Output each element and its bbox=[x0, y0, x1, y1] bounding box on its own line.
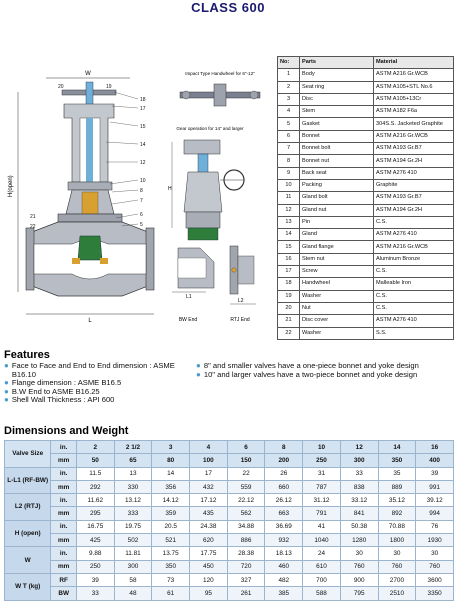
dimension-value: 838 bbox=[340, 480, 378, 493]
dimension-value: 17.12 bbox=[190, 494, 228, 507]
part-number-label: 7 bbox=[140, 198, 143, 204]
dimension-value: 892 bbox=[378, 507, 416, 520]
dimension-value: 620 bbox=[190, 534, 228, 547]
dimension-value: 33 bbox=[76, 587, 114, 600]
part-material: ASTM A105+13Cr bbox=[374, 93, 454, 105]
part-material: ASTM A276 410 bbox=[374, 315, 454, 327]
dimension-value: 841 bbox=[340, 507, 378, 520]
part-number: 18 bbox=[278, 278, 300, 290]
part-number: 1 bbox=[278, 69, 300, 81]
dimension-unit: mm bbox=[51, 454, 77, 467]
dimension-value: 250 bbox=[76, 560, 114, 573]
dimension-unit: RF bbox=[51, 573, 77, 586]
dimension-value: 13 bbox=[114, 467, 152, 480]
dimension-value: 17 bbox=[190, 467, 228, 480]
dimension-value: 20.5 bbox=[152, 520, 190, 533]
dimension-value: 12 bbox=[340, 441, 378, 454]
valve-drawing bbox=[2, 22, 274, 337]
part-number: 7 bbox=[278, 143, 300, 155]
parts-row bbox=[278, 327, 454, 339]
dimension-unit: mm bbox=[51, 480, 77, 493]
part-number: 15 bbox=[278, 241, 300, 253]
dimension-value: 30 bbox=[378, 547, 416, 560]
dimension-value: 30 bbox=[340, 547, 378, 560]
parts-row bbox=[278, 81, 454, 93]
gear-note: Gear operation for 14" and larger bbox=[176, 126, 244, 131]
page-title: CLASS 600 bbox=[191, 0, 265, 15]
dimension-value: 432 bbox=[190, 480, 228, 493]
dimension-value: 760 bbox=[378, 560, 416, 573]
bullet-icon: ● bbox=[4, 386, 9, 396]
dimension-value: 24 bbox=[303, 547, 341, 560]
dimension-value: 4 bbox=[190, 441, 228, 454]
dimension-value: 900 bbox=[340, 573, 378, 586]
dimension-value: 33.12 bbox=[340, 494, 378, 507]
part-name: Screw bbox=[300, 266, 374, 278]
dimension-value: 50.38 bbox=[340, 520, 378, 533]
dimension-unit: BW bbox=[51, 587, 77, 600]
parts-row bbox=[278, 69, 454, 81]
dimension-value: 1280 bbox=[340, 534, 378, 547]
dimension-value: 333 bbox=[114, 507, 152, 520]
dimension-value: 760 bbox=[416, 560, 454, 573]
part-number: 20 bbox=[278, 302, 300, 314]
parts-row bbox=[278, 253, 454, 265]
dimension-value: 80 bbox=[152, 454, 190, 467]
rtj-end-label: RTJ End bbox=[230, 317, 250, 323]
dim-label-h: H(open) bbox=[8, 175, 14, 197]
dimension-value: 400 bbox=[416, 454, 454, 467]
features-right-column bbox=[196, 362, 444, 405]
part-number: 5 bbox=[278, 118, 300, 130]
dimension-value: 11.81 bbox=[114, 547, 152, 560]
dimensions-row bbox=[5, 494, 454, 507]
dimension-value: 700 bbox=[303, 573, 341, 586]
dimension-value: 610 bbox=[303, 560, 341, 573]
part-number: 16 bbox=[278, 253, 300, 265]
dimension-value: 22 bbox=[227, 467, 265, 480]
parts-row bbox=[278, 143, 454, 155]
part-material: ASTM A193 Gr.B7 bbox=[374, 143, 454, 155]
part-number-label: 8 bbox=[140, 188, 143, 194]
part-material: 304S.S. Jacketed Graphite bbox=[374, 118, 454, 130]
bullet-icon: ● bbox=[4, 361, 9, 370]
bullet-icon: ● bbox=[4, 378, 9, 388]
dimension-value: 31 bbox=[303, 467, 341, 480]
part-number: 9 bbox=[278, 167, 300, 179]
parts-table-header bbox=[278, 57, 454, 69]
dimension-value: 359 bbox=[152, 507, 190, 520]
dim-label-h-small: H bbox=[168, 186, 172, 192]
part-number-label: 18 bbox=[140, 97, 146, 103]
dimension-value: 11.62 bbox=[76, 494, 114, 507]
part-name: Washer bbox=[300, 290, 374, 302]
part-number-label: 10 bbox=[140, 178, 146, 184]
part-name: Gland bbox=[300, 229, 374, 241]
dimension-value: 350 bbox=[152, 560, 190, 573]
dimension-unit: in. bbox=[51, 441, 77, 454]
part-number-label: 20 bbox=[58, 84, 64, 90]
parts-row bbox=[278, 192, 454, 204]
part-number: 22 bbox=[278, 327, 300, 339]
part-name: Packing bbox=[300, 179, 374, 191]
dimensions-row bbox=[5, 507, 454, 520]
dimension-value: 58 bbox=[114, 573, 152, 586]
dimension-value: 663 bbox=[265, 507, 303, 520]
part-number: 19 bbox=[278, 290, 300, 302]
dimensions-row bbox=[5, 587, 454, 600]
dimension-value: 39 bbox=[416, 467, 454, 480]
dim-label-l: L bbox=[88, 318, 92, 324]
dimension-value: 61 bbox=[152, 587, 190, 600]
dimension-value: 36.69 bbox=[265, 520, 303, 533]
dimension-value: 9.88 bbox=[76, 547, 114, 560]
dimension-value: 13.75 bbox=[152, 547, 190, 560]
valve-cross-section bbox=[8, 71, 154, 324]
part-material: ASTM A216 Gr.WCB bbox=[374, 69, 454, 81]
dimensions-row bbox=[5, 520, 454, 533]
dimension-value: 41 bbox=[303, 520, 341, 533]
dimension-unit: mm bbox=[51, 534, 77, 547]
part-material: C.S. bbox=[374, 216, 454, 228]
dimension-value: 787 bbox=[303, 480, 341, 493]
part-number: 11 bbox=[278, 192, 300, 204]
dimension-value: 889 bbox=[378, 480, 416, 493]
part-name: Gasket bbox=[300, 118, 374, 130]
dimension-value: 14.12 bbox=[152, 494, 190, 507]
part-name: Back seat bbox=[300, 167, 374, 179]
bw-end-label: BW End bbox=[178, 317, 198, 323]
dimension-value: 31.12 bbox=[303, 494, 341, 507]
dimension-value: 261 bbox=[227, 587, 265, 600]
part-name: Seat ring bbox=[300, 81, 374, 93]
part-number-label: 15 bbox=[140, 124, 146, 130]
dimension-value: 1930 bbox=[416, 534, 454, 547]
dimension-value: 385 bbox=[265, 587, 303, 600]
dimension-value: 435 bbox=[190, 507, 228, 520]
part-name: Gland nut bbox=[300, 204, 374, 216]
parts-row bbox=[278, 290, 454, 302]
parts-row bbox=[278, 278, 454, 290]
dimension-value: 6 bbox=[227, 441, 265, 454]
dimension-value: 11.5 bbox=[76, 467, 114, 480]
dimension-unit: mm bbox=[51, 507, 77, 520]
part-material: S.S. bbox=[374, 327, 454, 339]
dim-label-l2: L2 bbox=[238, 298, 244, 304]
parts-header-no: No: bbox=[278, 57, 300, 69]
gear-operator-detail bbox=[168, 126, 244, 240]
dimension-label: Valve Size bbox=[5, 441, 51, 468]
dimension-label: L-L1 (RF-BW) bbox=[5, 467, 51, 494]
part-number-label: 21 bbox=[30, 214, 36, 220]
dimension-value: 95 bbox=[190, 587, 228, 600]
bullet-icon: ● bbox=[196, 361, 201, 370]
dimension-value: 26 bbox=[265, 467, 303, 480]
part-name: Pin bbox=[300, 216, 374, 228]
dimension-value: 450 bbox=[190, 560, 228, 573]
handwheel-note: Impact Type Handwheel for 6"-12" bbox=[185, 71, 255, 76]
dimension-value: 791 bbox=[303, 507, 341, 520]
dimension-unit: in. bbox=[51, 494, 77, 507]
dimension-value: 250 bbox=[303, 454, 341, 467]
dimensions-row bbox=[5, 467, 454, 480]
dimension-value: 3 bbox=[152, 441, 190, 454]
dimension-value: 10 bbox=[303, 441, 341, 454]
part-name: Disc bbox=[300, 93, 374, 105]
dimension-label: L2 (RTJ) bbox=[5, 494, 51, 521]
part-name: Washer bbox=[300, 327, 374, 339]
dimensions-table-body bbox=[5, 441, 454, 601]
part-material: Malleable Iron bbox=[374, 278, 454, 290]
dimension-unit: in. bbox=[51, 547, 77, 560]
dimension-value: 14 bbox=[152, 467, 190, 480]
part-number: 8 bbox=[278, 155, 300, 167]
dimension-value: 120 bbox=[190, 573, 228, 586]
dim-label-l1: L1 bbox=[186, 294, 192, 300]
parts-row bbox=[278, 167, 454, 179]
parts-row bbox=[278, 229, 454, 241]
feature-item: ● B.W End to ASME B16.25 bbox=[4, 386, 100, 396]
feature-item: ● 10" and larger valves have a two-piece bonnet and yoke design bbox=[196, 369, 418, 379]
dimension-value: 660 bbox=[265, 480, 303, 493]
parts-row bbox=[278, 155, 454, 167]
dimension-value: 28.38 bbox=[227, 547, 265, 560]
feature-item: ● Shell Wall Thickness : API 600 bbox=[4, 395, 115, 405]
part-material: ASTM A216 Gr.WCB bbox=[374, 130, 454, 142]
parts-header-parts: Parts bbox=[300, 57, 374, 69]
part-material: ASTM A276 410 bbox=[374, 229, 454, 241]
dimension-value: 425 bbox=[76, 534, 114, 547]
dimension-value: 65 bbox=[114, 454, 152, 467]
features-section bbox=[4, 349, 454, 405]
dimension-value: 2 1/2 bbox=[114, 441, 152, 454]
dimension-value: 30 bbox=[416, 547, 454, 560]
dimension-value: 460 bbox=[265, 560, 303, 573]
dimension-value: 482 bbox=[265, 573, 303, 586]
dimension-value: 19.75 bbox=[114, 520, 152, 533]
part-name: Stem nut bbox=[300, 253, 374, 265]
parts-table bbox=[277, 56, 454, 340]
part-number: 17 bbox=[278, 266, 300, 278]
dimension-value: 35.12 bbox=[378, 494, 416, 507]
part-material: ASTM A276 410 bbox=[374, 167, 454, 179]
part-number: 12 bbox=[278, 204, 300, 216]
dimension-value: 760 bbox=[340, 560, 378, 573]
dimensions-row bbox=[5, 560, 454, 573]
dimension-value: 17.75 bbox=[190, 547, 228, 560]
dimensions-header-row bbox=[5, 454, 454, 467]
parts-header-material: Material bbox=[374, 57, 454, 69]
dimensions-header-row bbox=[5, 441, 454, 454]
part-name: Bonnet nut bbox=[300, 155, 374, 167]
part-material: C.S. bbox=[374, 290, 454, 302]
part-number-label: 14 bbox=[140, 142, 146, 148]
dimension-unit: mm bbox=[51, 560, 77, 573]
parts-row bbox=[278, 130, 454, 142]
part-material: ASTM A194 Gr.2H bbox=[374, 155, 454, 167]
feature-item: ● Flange dimension : ASME B16.5 bbox=[4, 378, 122, 388]
part-material: C.S. bbox=[374, 266, 454, 278]
dimension-value: 991 bbox=[416, 480, 454, 493]
feature-item: ● Face to Face and End to End dimension : ASME B16.10 bbox=[4, 361, 175, 379]
dimension-value: 1040 bbox=[303, 534, 341, 547]
dimension-value: 720 bbox=[227, 560, 265, 573]
dimension-value: 330 bbox=[114, 480, 152, 493]
part-number-label: 19 bbox=[106, 84, 112, 90]
part-material: Aluminum Bronze bbox=[374, 253, 454, 265]
parts-row bbox=[278, 93, 454, 105]
part-name: Gland flange bbox=[300, 241, 374, 253]
dimension-value: 13.12 bbox=[114, 494, 152, 507]
bullet-icon: ● bbox=[4, 395, 9, 405]
dimension-value: 562 bbox=[227, 507, 265, 520]
dimension-value: 300 bbox=[340, 454, 378, 467]
dimension-label: W T (kg) bbox=[5, 573, 51, 600]
parts-table-body bbox=[278, 69, 454, 340]
dimensions-row bbox=[5, 480, 454, 493]
part-number: 13 bbox=[278, 216, 300, 228]
parts-row bbox=[278, 118, 454, 130]
part-number: 4 bbox=[278, 106, 300, 118]
dimension-value: 588 bbox=[303, 587, 341, 600]
parts-row bbox=[278, 302, 454, 314]
features-left-column bbox=[4, 362, 188, 405]
parts-row bbox=[278, 179, 454, 191]
part-name: Stem bbox=[300, 106, 374, 118]
part-name: Gland bolt bbox=[300, 192, 374, 204]
dimension-value: 356 bbox=[152, 480, 190, 493]
part-number: 10 bbox=[278, 179, 300, 191]
dimension-value: 39.12 bbox=[416, 494, 454, 507]
part-number-label: 6 bbox=[140, 212, 143, 218]
dimension-label: H (open) bbox=[5, 520, 51, 547]
dimension-value: 76 bbox=[416, 520, 454, 533]
dimension-value: 2510 bbox=[378, 587, 416, 600]
handwheel-detail bbox=[180, 71, 260, 106]
dimension-value: 1800 bbox=[378, 534, 416, 547]
dimension-value: 70.88 bbox=[378, 520, 416, 533]
dimension-value: 50 bbox=[76, 454, 114, 467]
dimension-value: 24.38 bbox=[190, 520, 228, 533]
dim-label-w: W bbox=[85, 71, 91, 77]
part-number-label: 5 bbox=[140, 222, 143, 228]
dimension-value: 2700 bbox=[378, 573, 416, 586]
part-name: Disc cover bbox=[300, 315, 374, 327]
dimension-value: 932 bbox=[265, 534, 303, 547]
bullet-icon: ● bbox=[196, 369, 201, 379]
dimensions-row bbox=[5, 573, 454, 586]
dimensions-heading: Dimensions and Weight bbox=[4, 425, 129, 437]
part-name: Bonnet bbox=[300, 130, 374, 142]
part-number-label: 12 bbox=[140, 160, 146, 166]
bw-end-detail bbox=[172, 248, 214, 323]
dimension-unit: in. bbox=[51, 520, 77, 533]
part-material: ASTM A216 Gr.WCB bbox=[374, 241, 454, 253]
part-number: 2 bbox=[278, 81, 300, 93]
parts-row bbox=[278, 204, 454, 216]
dimension-value: 16 bbox=[416, 441, 454, 454]
dimension-value: 39 bbox=[76, 573, 114, 586]
dimension-value: 26.12 bbox=[265, 494, 303, 507]
part-number-label: 17 bbox=[140, 106, 146, 112]
part-number: 14 bbox=[278, 229, 300, 241]
dimension-value: 150 bbox=[227, 454, 265, 467]
dimension-value: 295 bbox=[76, 507, 114, 520]
dimension-value: 292 bbox=[76, 480, 114, 493]
parts-row bbox=[278, 216, 454, 228]
part-material: C.S. bbox=[374, 302, 454, 314]
dimension-value: 8 bbox=[265, 441, 303, 454]
dimension-value: 200 bbox=[265, 454, 303, 467]
dimension-value: 33 bbox=[340, 467, 378, 480]
dimension-value: 100 bbox=[190, 454, 228, 467]
part-material: ASTM A194 Gr.2H bbox=[374, 204, 454, 216]
dimension-value: 327 bbox=[227, 573, 265, 586]
dimension-value: 35 bbox=[378, 467, 416, 480]
dimension-label: W bbox=[5, 547, 51, 574]
dimension-value: 16.75 bbox=[76, 520, 114, 533]
part-number: 21 bbox=[278, 315, 300, 327]
part-name: Bonnet bolt bbox=[300, 143, 374, 155]
features-heading: Features bbox=[4, 349, 50, 361]
dimension-value: 18.13 bbox=[265, 547, 303, 560]
feature-item: ● 8" and smaller valves have a one-piece bonnet and yoke design bbox=[196, 361, 419, 370]
part-material: Graphite bbox=[374, 179, 454, 191]
dimension-value: 73 bbox=[152, 573, 190, 586]
dimensions-table bbox=[4, 440, 454, 601]
part-material: ASTM A105+STL No.6 bbox=[374, 81, 454, 93]
part-name: Nut bbox=[300, 302, 374, 314]
rtj-end-detail bbox=[230, 246, 256, 323]
dimension-value: 350 bbox=[378, 454, 416, 467]
part-material: ASTM A193 Gr.B7 bbox=[374, 192, 454, 204]
part-number: 3 bbox=[278, 93, 300, 105]
dimension-value: 886 bbox=[227, 534, 265, 547]
dimension-value: 3600 bbox=[416, 573, 454, 586]
dimensions-row bbox=[5, 547, 454, 560]
parts-row bbox=[278, 315, 454, 327]
dimension-value: 300 bbox=[114, 560, 152, 573]
parts-row bbox=[278, 266, 454, 278]
part-material: ASTM A182 F6a bbox=[374, 106, 454, 118]
dimension-value: 48 bbox=[114, 587, 152, 600]
part-name: Handwheel bbox=[300, 278, 374, 290]
parts-row bbox=[278, 106, 454, 118]
dimension-value: 521 bbox=[152, 534, 190, 547]
dimension-value: 559 bbox=[227, 480, 265, 493]
dimension-value: 34.88 bbox=[227, 520, 265, 533]
dimension-unit: in. bbox=[51, 467, 77, 480]
part-number-label: 22 bbox=[30, 224, 36, 230]
dimension-value: 3350 bbox=[416, 587, 454, 600]
parts-row bbox=[278, 241, 454, 253]
part-name: Body bbox=[300, 69, 374, 81]
dimension-value: 502 bbox=[114, 534, 152, 547]
part-number: 6 bbox=[278, 130, 300, 142]
dimension-value: 2 bbox=[76, 441, 114, 454]
dimension-value: 994 bbox=[416, 507, 454, 520]
dimension-value: 14 bbox=[378, 441, 416, 454]
dimension-value: 795 bbox=[340, 587, 378, 600]
dimensions-row bbox=[5, 534, 454, 547]
dimension-value: 22.12 bbox=[227, 494, 265, 507]
